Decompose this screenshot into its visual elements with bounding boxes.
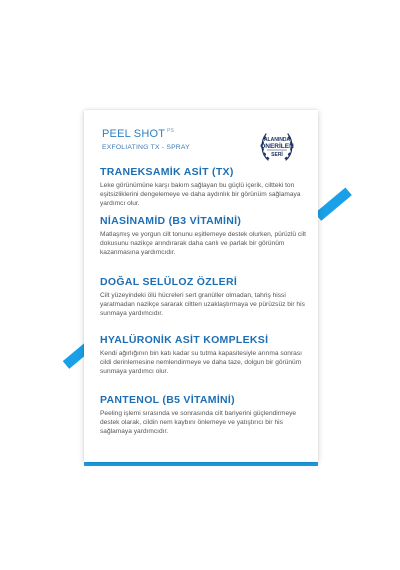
section-title: TRANEKSAMİK ASİT (TX) (100, 166, 234, 178)
section-title: DOĞAL SELÜLOZ ÖZLERİ (100, 276, 238, 288)
decorative-stripe-right (315, 187, 352, 220)
section-text: Kendi ağırlığının bin katı kadar su tutma kapasitesiyle arınma sonrası cildi derinlemesine nemlendirmeye ve daha taze, dolgun bir görünüm sunmaya yardımcı olur. (100, 350, 302, 375)
section-niacinamide (100, 215, 308, 257)
product-info-card (84, 110, 318, 462)
section-text: Peeling işlemi sırasında ve sonrasında cilt bariyerini güçlendirmeye destek olarak, cildin nem kaybını önlemeye ve yatıştırıcı bir his sağlamaya yardımcıdır. (100, 410, 297, 435)
brand-name: PEEL SHOT $^{PS}$ (102, 128, 175, 140)
section-hyaluronic-acid (100, 334, 308, 376)
badge-line-2: ÖNERİLEN (260, 143, 294, 150)
section-text: Matlaşmış ve yorgun cilt tonunu eşitlemeye destek olurken, pürüzlü cilt dokusunu nazikçe arındırarak daha canlı ve parlak bir görünüm kazanmasına yardımcıdır. (100, 231, 306, 256)
section-text: Cilt yüzeyindeki ölü hücreleri sert granüller olmadan, tahriş hissi yaratmadan nazikçe sararak ciltten uzaklaştırmaya ve pürüzsüz bir his sunmaya yardımcıdır. (100, 292, 305, 317)
badge-line-1: ALANINDA (263, 137, 291, 143)
section-title: HYALÜRONİK ASİT KOMPLEKSİ (100, 334, 269, 346)
section-cellulose (100, 276, 308, 318)
brand-mark: PS (167, 128, 175, 134)
product-subtitle: EXFOLIATING TX - SPRAY (102, 144, 190, 151)
section-title: NİASİNAMİD (B3 VİTAMİNİ) (100, 215, 242, 227)
section-text: Leke görünümüne karşı bakım sağlayan bu güçlü içerik, ciltteki ton eşitsizliklerini dengelemeye ve daha aydınlık bir görünüm sağlamaya yardımcı olur. (100, 182, 301, 207)
recommended-badge (256, 126, 298, 168)
badge-line-3: SERİ (271, 152, 283, 158)
section-title: PANTENOL (B5 VİTAMİNİ) (100, 394, 235, 406)
section-panthenol (100, 394, 308, 436)
section-tranexamic-acid (100, 166, 308, 208)
